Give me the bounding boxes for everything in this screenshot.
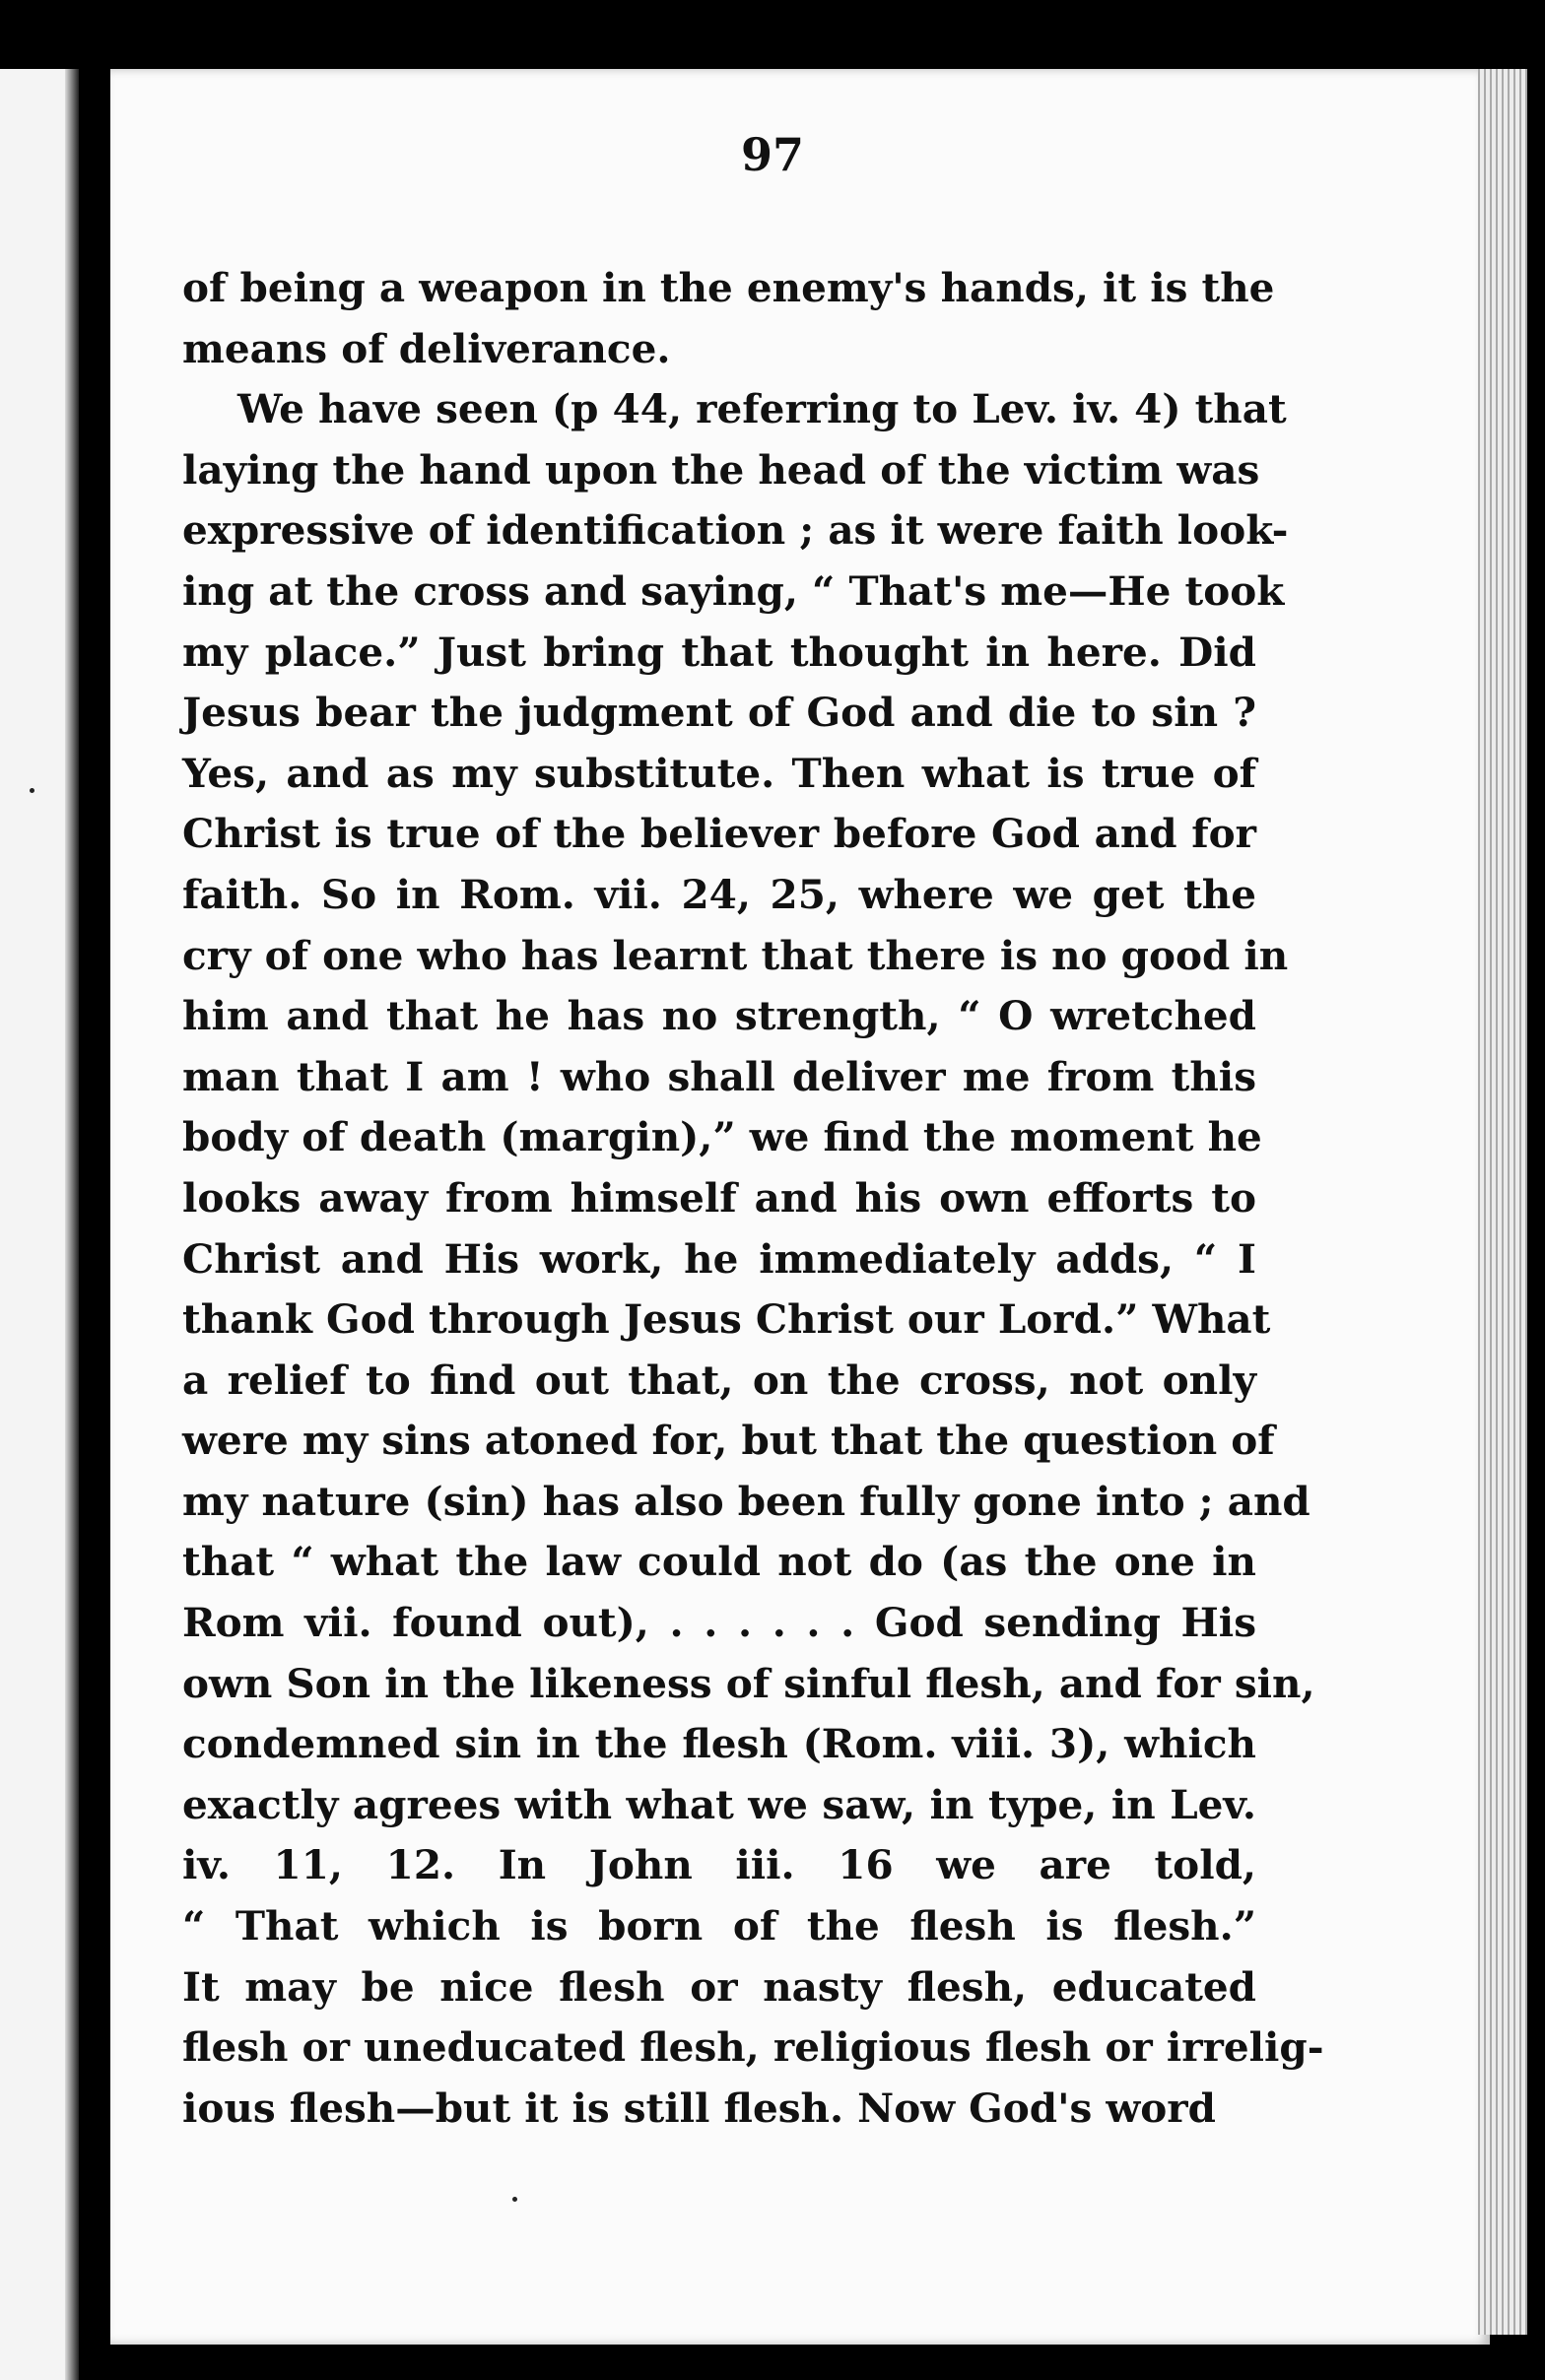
text-line: exactly agrees with what we saw, in type, in Lev. [182, 1780, 1256, 1828]
text-line: It may be nice flesh or nasty flesh, educated [182, 1962, 1256, 2011]
text-line: ious flesh—but it is still flesh. Now God's word [182, 2083, 1216, 2132]
text-line: a relief to find out that, on the cross, not only [182, 1355, 1256, 1404]
text-line: thank God through Jesus Christ our Lord.” What [182, 1295, 1271, 1344]
text-line: expressive of identification ; as it were faith look- [182, 506, 1289, 555]
text-line: condemned sin in the flesh (Rom. viii. 3), which [182, 1720, 1256, 1768]
text-line: cry of one who has learnt that there is no good in [182, 931, 1289, 979]
speck [30, 788, 34, 793]
text-line: Christ is true of the believer before God and for [182, 810, 1256, 858]
page-number: 97 [740, 128, 804, 181]
text-line: own Son in the likeness of sinful flesh, and for sin, [182, 1659, 1315, 1707]
text-line: man that I am ! who shall deliver me from this [182, 1052, 1256, 1100]
text-line: my nature (sin) has also been fully gone into ; and [182, 1477, 1310, 1525]
text-line: flesh or uneducated flesh, religious flesh or irrelig- [182, 2023, 1324, 2072]
left-page-edge [0, 69, 79, 2380]
text-line: We have seen (p 44, referring to Lev. iv. 4) that [237, 385, 1287, 433]
text-line: him and that he has no strength, “ O wretched [182, 992, 1256, 1040]
text-line: “ That which is born of the flesh is flesh.” [182, 1902, 1256, 1950]
text-line: were my sins atoned for, but that the question of [182, 1417, 1275, 1465]
text-line: iv. 11, 12. In John iii. 16 we are told, [182, 1841, 1256, 1889]
text-line: looks away from himself and his own efforts to [182, 1173, 1256, 1222]
speck [512, 2197, 517, 2202]
body-text [182, 258, 1324, 2139]
text-line: Rom vii. found out), . . . . . . God sending His [182, 1599, 1256, 1647]
text-line: Jesus bear the judgment of God and die to sin ? [182, 689, 1256, 737]
text-line: Yes, and as my substitute. Then what is true of [182, 749, 1256, 797]
text-line: Christ and His work, he immediately adds, “ I [182, 1234, 1256, 1283]
text-line: my place.” Just bring that thought in here. Did [182, 628, 1256, 676]
text-line: that “ what the law could not do (as the one in [182, 1538, 1256, 1586]
text-line: means of deliverance. [182, 324, 671, 372]
text-line: faith. So in Rom. vii. 24, 25, where we get the [182, 870, 1256, 918]
text-line: body of death (margin),” we find the moment he [182, 1113, 1262, 1161]
text-line: laying the hand upon the head of the victim was [182, 445, 1260, 494]
text-line: ing at the cross and saying, “ That's me—He took [182, 566, 1285, 615]
page-stack-edge [1478, 69, 1527, 2335]
text-line: of being a weapon in the enemy's hands, it is the [182, 264, 1275, 311]
